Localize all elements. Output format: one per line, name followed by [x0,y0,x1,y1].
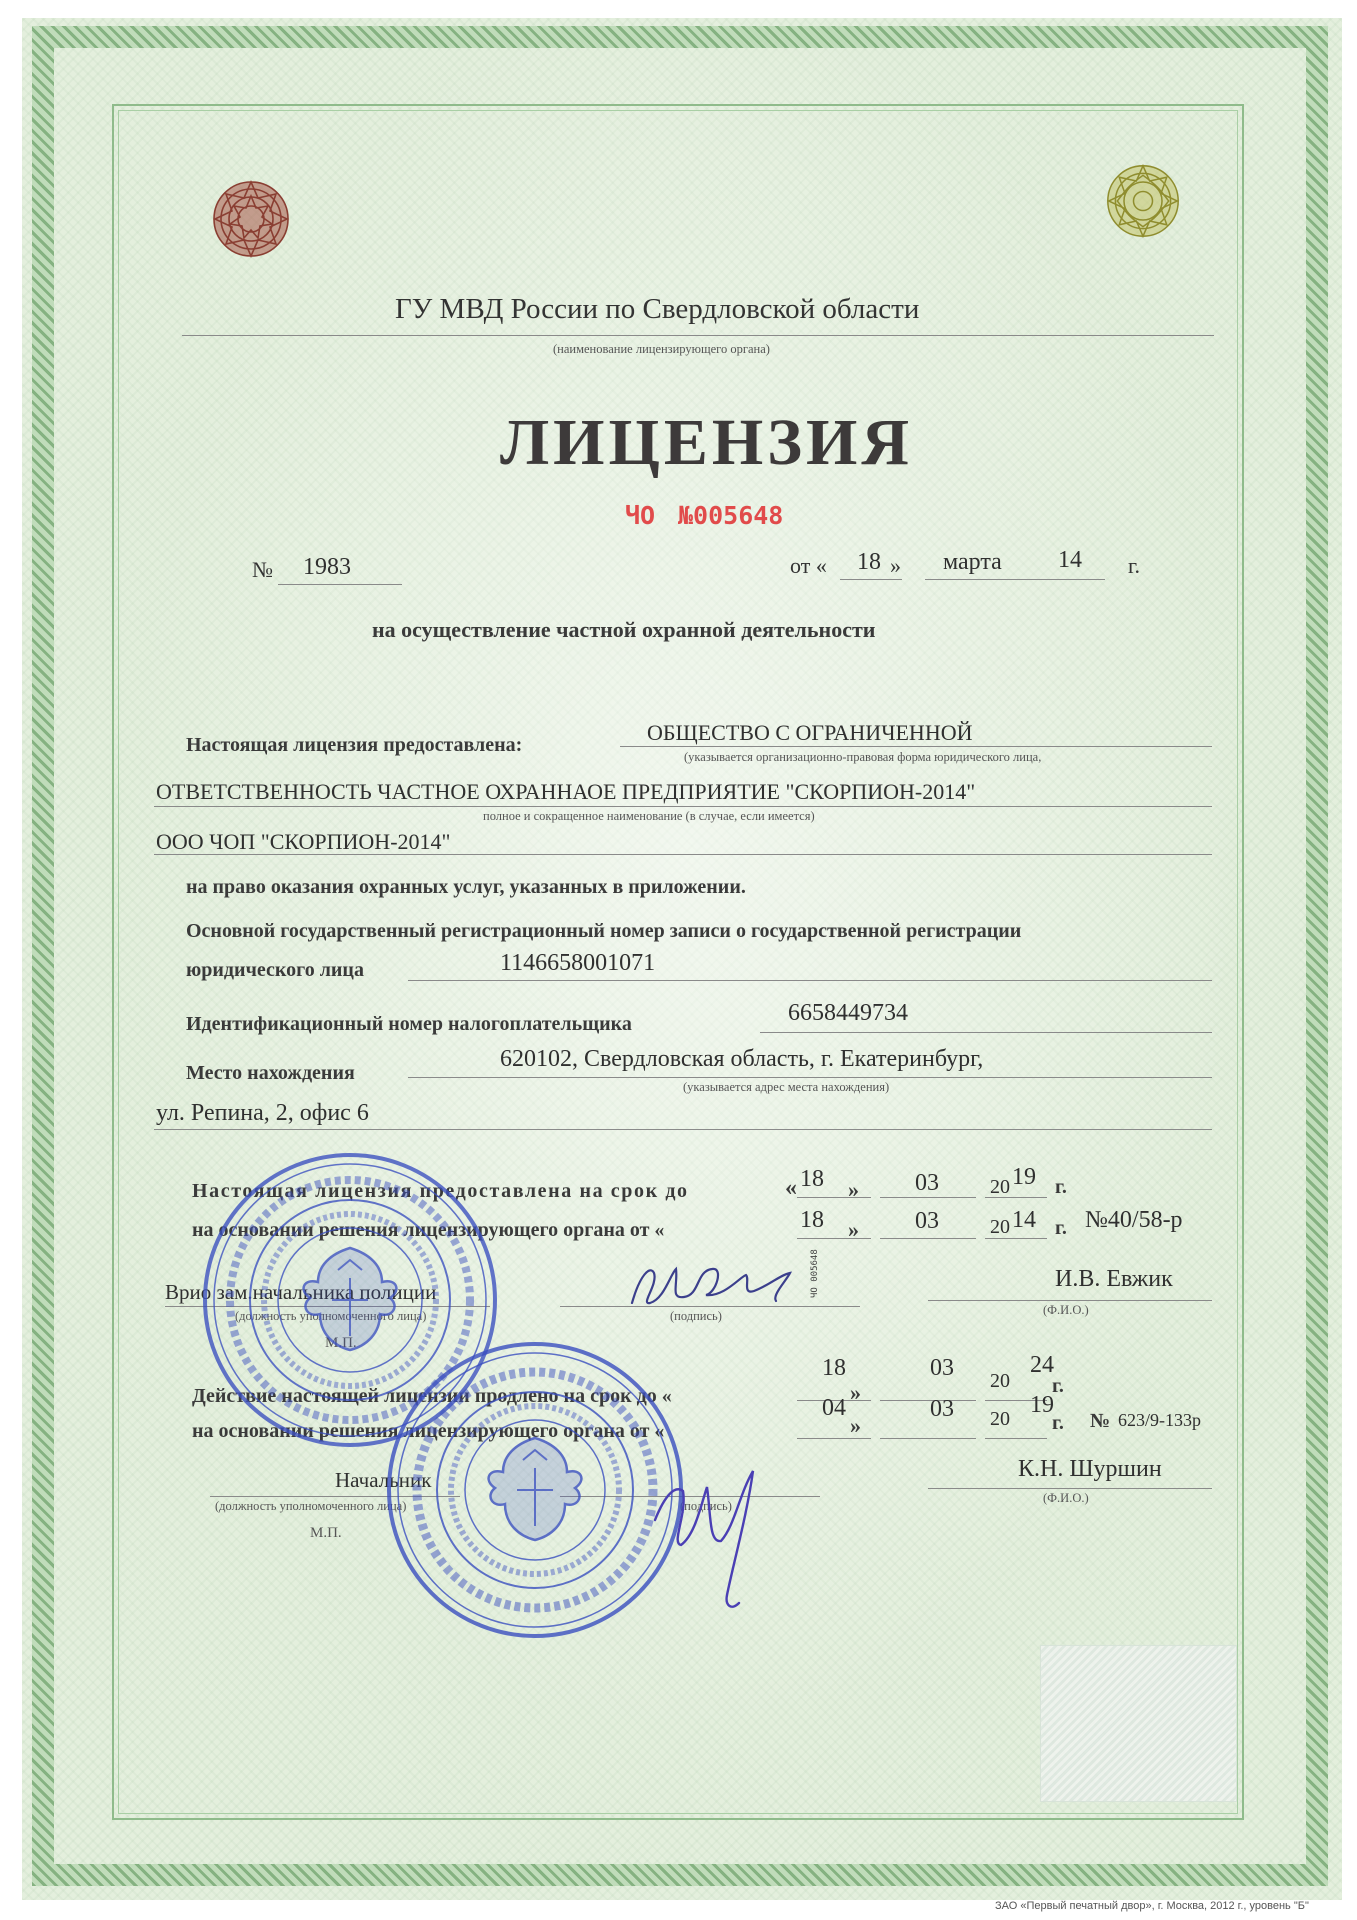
issue-year-suffix: г. [1128,553,1141,578]
signer-1-mp: М.П. [325,1335,357,1351]
authority-underline [182,335,1214,336]
signer-1-name-underline [928,1300,1212,1301]
hologram-patch [1040,1645,1237,1802]
address-line-2-underline [154,1129,1212,1130]
reg-number-prefix: № [252,557,273,582]
granted-line-3-underline [154,854,1212,855]
extension-basis-year: 19 [1030,1392,1054,1418]
issue-month-underline [925,579,1105,580]
basis-close: » [848,1217,859,1242]
basis-month-underline [880,1238,976,1239]
issue-day-close: » [890,553,901,578]
extension-basis-month: 03 [930,1396,954,1422]
issue-month: марта [943,549,1002,575]
valid-term-century: 20 [990,1176,1010,1198]
valid-term-year-underline [985,1197,1047,1198]
ogrn-label-2: юридического лица [186,959,364,981]
signer-2-name-caption: (Ф.И.О.) [1043,1491,1089,1505]
signer-2-position: Начальник [335,1468,432,1492]
extension-basis-century: 20 [990,1408,1010,1430]
granted-label: Настоящая лицензия предоставлена: [186,734,523,756]
signer-2-name: К.Н. Шуршин [1018,1456,1162,1482]
signature-1-caption: (подпись) [670,1309,722,1323]
ogrn-value: 1146658001071 [500,950,656,976]
granted-line-1-underline [620,746,1212,747]
basis-century: 20 [990,1216,1010,1238]
signer-1-name-caption: (Ф.И.О.) [1043,1303,1089,1317]
extension-month-underline [880,1400,976,1401]
basis-month: 03 [915,1208,939,1234]
extension-month: 03 [930,1355,954,1381]
authority-caption: (наименование лицензирующего органа) [553,342,770,356]
granted-line-2-underline [154,806,1212,807]
valid-term-day: 18 [800,1166,824,1192]
valid-term-month-underline [880,1197,976,1198]
signature-2 [635,1425,795,1615]
reg-number: 1983 [303,554,351,580]
signature-1-serial-mark: ЧО 005648 [810,1249,820,1298]
basis-number: №40/58-р [1085,1207,1183,1233]
granted-line-3: ООО ЧОП "СКОРПИОН-2014" [156,829,451,854]
license-series: ЧО [625,501,656,530]
extension-basis-label: на основании решения лицензирующего органа от « [192,1420,665,1442]
extension-day: 18 [822,1355,846,1381]
valid-term-month: 03 [915,1170,939,1196]
valid-term-label: Настоящая лицензия предоставлена на срок до [192,1180,689,1202]
extension-basis-g: г. [1052,1412,1064,1434]
license-purpose: на осуществление частной охранной деятельности [372,617,876,642]
extension-basis-prefix: № [1090,1410,1111,1432]
basis-year-underline [985,1238,1047,1239]
signer-2-name-underline [928,1488,1212,1489]
basis-day-underline [797,1238,871,1239]
basis-g: г. [1055,1217,1067,1239]
signer-2-mp: М.П. [310,1525,342,1541]
document-title: ЛИЦЕНЗИЯ [500,406,914,479]
issue-year: 14 [1058,547,1082,573]
valid-term-year: 19 [1012,1164,1036,1190]
issue-day-underline [840,579,902,580]
extension-basis-close: » [850,1413,861,1438]
services-right: на право оказания охранных услуг, указанных в приложении. [186,876,746,898]
extension-basis-month-underline [880,1438,976,1439]
valid-term-day-underline [797,1197,871,1198]
extension-century: 20 [990,1370,1010,1392]
extension-year: 24 [1030,1352,1054,1378]
license-serial-number: №005648 [678,501,784,530]
ogrn-underline [408,980,1212,981]
address-line-1: 620102, Свердловская область, г. Екатеринбург, [500,1046,984,1072]
rosette-right-emblem [1104,162,1182,240]
extension-close: » [850,1380,861,1405]
granted-caption-1: (указывается организационно-правовая форма юридического лица, [684,750,1042,764]
signer-2-position-caption: (должность уполномоченного лица) [215,1499,407,1513]
extension-basis-day-underline [797,1438,871,1439]
inn-label: Идентификационный номер налогоплательщика [186,1013,632,1035]
extension-label: Действие настоящей лицензии продлено на срок до « [192,1385,672,1407]
valid-term-open: « [785,1175,797,1201]
extension-g: г. [1052,1375,1064,1397]
inn-value: 6658449734 [788,1000,908,1026]
signer-1-position-caption: (должность уполномоченного лица) [235,1309,427,1323]
extension-basis-number: 623/9-133р [1118,1410,1201,1430]
basis-year: 14 [1012,1207,1036,1233]
extension-basis-year-underline [985,1438,1047,1439]
address-line-2: ул. Репина, 2, офис 6 [156,1100,369,1126]
signature-1 [620,1255,820,1315]
inn-underline [760,1032,1212,1033]
rosette-left-emblem [210,178,292,260]
signer-1-name: И.В. Евжик [1055,1266,1173,1292]
extension-basis-day: 04 [822,1395,846,1421]
valid-term-g: г. [1055,1176,1067,1198]
date-from-label: от « [790,553,827,578]
licensing-authority: ГУ МВД России по Свердловской области [395,293,920,325]
valid-term-close: » [848,1177,859,1202]
basis-label: на основании решения лицензирующего органа от « [192,1219,665,1241]
granted-line-1: ОБЩЕСТВО С ОГРАНИЧЕННОЙ [647,720,973,745]
signature-2-caption: (подпись) [680,1499,732,1513]
ogrn-label-1: Основной государственный регистрационный номер записи о государственной регистрации [186,920,1022,942]
basis-day: 18 [800,1207,824,1233]
address-label: Место нахождения [186,1062,355,1084]
issue-day: 18 [857,549,881,575]
address-caption: (указывается адрес места нахождения) [683,1080,890,1094]
printer-credit: ЗАО «Первый печатный двор», г. Москва, 2012 г., уровень "Б" [995,1900,1309,1912]
reg-number-underline [278,584,402,585]
signer-1-position: Врио зам.начальника полиции [165,1280,437,1304]
granted-caption-2: полное и сокращенное наименование (в случае, если имеется) [483,809,815,823]
address-line-1-underline [408,1077,1212,1078]
granted-line-2: ОТВЕТСТВЕННОСТЬ ЧАСТНОЕ ОХРАННАОЕ ПРЕДПРИЯТИЕ "СКОРПИОН-2014" [156,779,976,804]
